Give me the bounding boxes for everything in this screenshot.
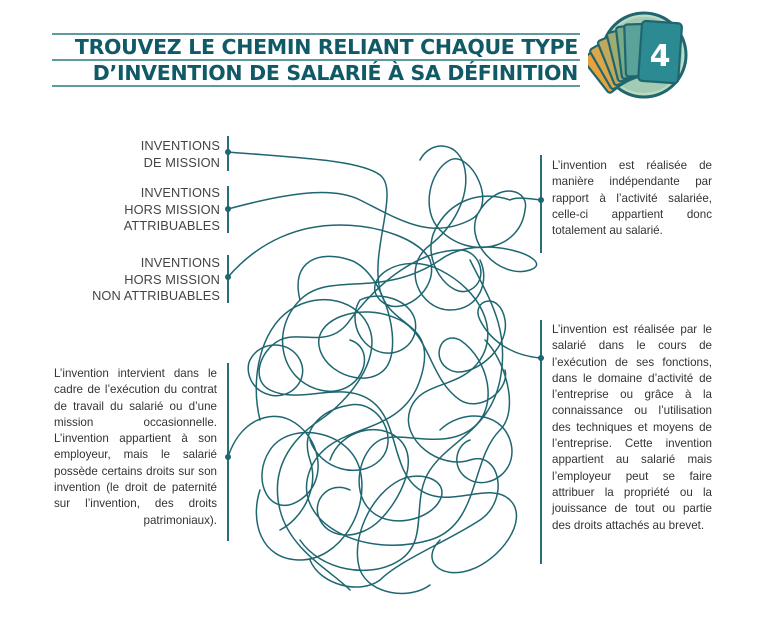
label-line: INVENTIONS	[140, 255, 220, 270]
badge-number: 4	[649, 39, 671, 74]
definition-mission: L’invention intervient dans le cadre de l’exécution du contrat de travail du salarié ou d’une mission occasionnelle. L’invention appartient à son employeur, mais le salarié possède certains droits sur son invention (le droit de paternité sur l’invention, des droits patrimoniaux).	[54, 367, 217, 527]
definition-independent: L’invention est réalisée de manière indépendante par rapport à l’activité salariée, celle-ci appartient donc totalement au salarié.	[552, 159, 712, 238]
title-line-1: TROUVEZ LE CHEMIN RELIANT CHAQUE TYPE	[74, 35, 578, 59]
label-line: DE MISSION	[143, 154, 220, 170]
label-line: HORS MISSION	[124, 201, 220, 217]
label-line: ATTRIBUABLES	[123, 218, 220, 233]
connection-dots	[225, 149, 544, 460]
label-line: INVENTIONS	[140, 138, 220, 153]
label-line: HORS MISSION	[124, 271, 220, 287]
title-line-2: D’INVENTION DE SALARIÉ À SA DÉFINITION	[92, 60, 578, 85]
label-line: NON ATTRIBUABLES	[92, 288, 220, 303]
definition-hors-mission-attribuable: L’invention est réalisée par le salarié dans le cours de l’exécution de ses fonctions, dans le domaine d’activité de l’entreprise ou grâce à la connaissance ou l’utilisation des techniques et moyens de l’entreprise. Cette invention appartient au salarié mais l’employeur peut se faire attribuer la propriété ou la jouissance de tout ou partie des droits attachés au brevet.	[552, 323, 712, 532]
label-line: INVENTIONS	[140, 185, 220, 200]
